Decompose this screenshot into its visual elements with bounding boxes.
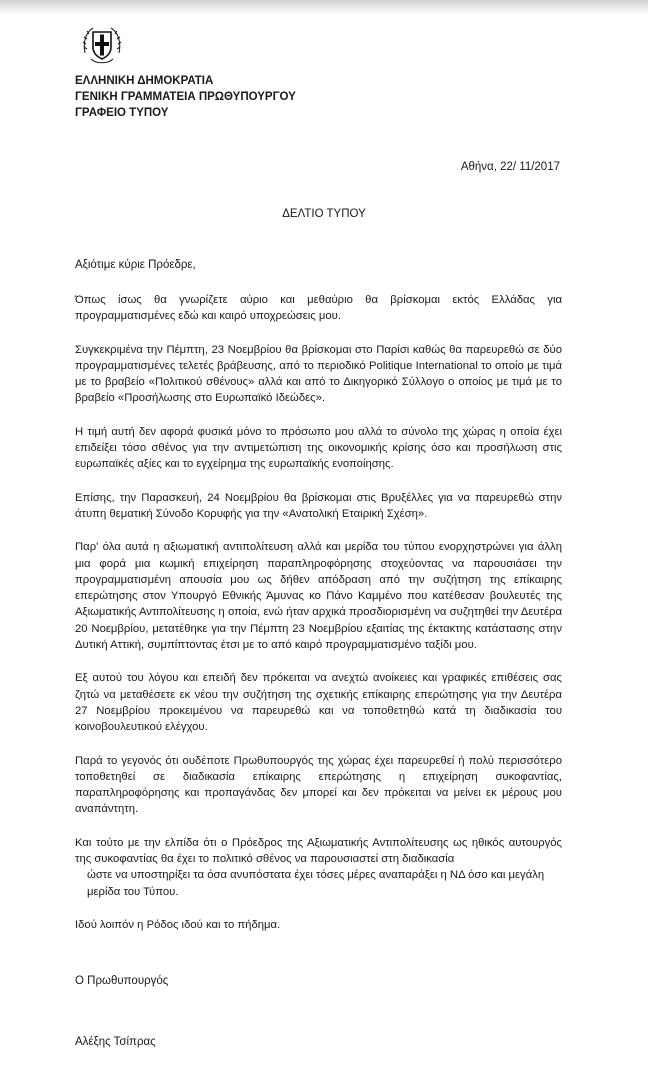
- paragraph: Παρά το γεγονός ότι ουδέποτε Πρωθυπουργός της χώρας έχει παρευρεθεί ή πολύ περισσότερο τοποθετηθεί σε διαδικασία επίκαιρης επερώτησης η επιχείρηση συκοφαντίας, παραπληροφόρησης και προπαγάνδας δεν μπορεί και δεν πρόκειται να μείνει εκ μέρους μου αναπάντητη.: [75, 754, 562, 816]
- closing-title: Ο Πρωθυπουργός: [75, 975, 169, 987]
- document-date: Αθήνα, 22/ 11/2017: [460, 161, 560, 173]
- paragraph: Και τούτο με την ελπίδα ότι ο Πρόεδρος της Αξιωματικής Αντιπολίτευσης ως ηθικός αυτουργός της συκοφαντίας θα έχει το πολιτικό σθένος να παρουσιαστεί στη διαδικασία: [75, 836, 562, 866]
- paragraph: Παρ' όλα αυτά η αξιωματική αντιπολίτευση αλλά και μερίδα του τύπου ενορχηστρώνει για άλλη μια φορά μια κωμική επιχείρηση παραπληροφόρησης στοχεύοντας να παρουσιάσει την προγραμματισμένη απουσία μου ως δήθεν απόδραση από την συζήτηση της επίκαιρης επερώτησης στον Υπουργό Εθνικής Άμυνας κο Πάνο Καμμένο που κατέθεσαν βουλευτές της Αξιωματικής Αντιπολίτευσης η οποία, ενώ ήταν αρχικά προσδιορισμένη να συζητηθεί την Δευτέρα 20 Νοεμβρίου, μετατέθηκε για την Πέμπτη 23 Νοεμβρίου εξαιτίας της έκτακτης κατάστασης στην Δυτική Αττική, συμπίπτοντας έτσι με το από καιρό προγραμματισμένο ταξίδι μου.: [75, 541, 562, 652]
- letterhead-line-secretariat: ΓΕΝΙΚΗ ΓΡΑΜΜΑΤΕΙΑ ΠΡΩΘΥΠΟΥΡΓΟΥ: [75, 91, 296, 103]
- letterhead-line-republic: ΕΛΛΗΝΙΚΗ ΔΗΜΟΚΡΑΤΙΑ: [75, 75, 214, 87]
- top-shadow: [0, 0, 648, 14]
- paragraph: Συγκεκριμένα την Πέμπτη, 23 Νοεμβρίου θα βρίσκομαι στο Παρίσι καθώς θα παρευρεθώ σε δύο προγραμματισμένες τελετές βράβευσης, από το περιοδικό Politique International το οποίο με τιμά με το βραβείο «Πολιτικού σθένους» αλλά και από το Δικηγορικό Σύλλογο ο οποίος με τιμά με το βραβείο «Προσήλωσης στο Ευρωπαϊκό Ιδεώδες».: [75, 343, 562, 405]
- greek-coat-of-arms-icon: [79, 23, 125, 69]
- document-title: ΔΕΛΤΙΟ ΤΥΠΟΥ: [282, 208, 366, 220]
- signature-name: Αλέξης Τσίπρας: [75, 1036, 156, 1048]
- letterhead-line-press-office: ΓΡΑΦΕΙΟ ΤΥΠΟΥ: [75, 107, 169, 119]
- paragraph: Ιδού λοιπόν η Ρόδος ιδού και το πήδημα.: [75, 918, 281, 931]
- paragraph: Επίσης, την Παρασκευή, 24 Νοεμβρίου θα βρίσκομαι στις Βρυξέλλες για να παρευρεθώ στην άτυπη θεματική Σύνοδο Κορυφής για την «Ανατολική Εταιρική Σχέση».: [75, 491, 562, 520]
- paragraph: ώστε να υποστηρίξει τα όσα ανυπόστατα έχει τόσες μέρες αναπαράξει η ΝΔ όσο και μεγάλη μερίδα του Τύπου.: [87, 869, 545, 898]
- letterhead: [75, 73, 296, 121]
- paragraph: Εξ αυτού του λόγου και επειδή δεν πρόκειται να ανεχτώ ανοίκειες και γραφικές επιθέσεις σας ζητώ να μεταθέσετε εκ νέου την συζήτηση της σχετικής επίκαιρης επερώτησης για την Δευτέρα 27 Νοεμβρίου προκειμένου να παρευρεθώ και να τοποθετηθώ κατά τη διαδικασία του κοινοβουλευτικού ελέγχου.: [75, 672, 562, 734]
- paragraph: Η τιμή αυτή δεν αφορά φυσικά μόνο το πρόσωπο μου αλλά το σύνολο της χώρας η οποία έχει επιδείξει τόσο σθένος για την αντιμετώπιση της οικονομικής κρίσης όσο και προσήλωση στις ευρωπαϊκές αξίες και το εγχείρημα της ευρωπαϊκής ενοποίησης.: [75, 425, 562, 471]
- salutation: Αξιότιμε κύριε Πρόεδρε,: [75, 259, 196, 271]
- letter-body: [75, 292, 562, 950]
- paragraph: Όπως ίσως θα γνωρίζετε αύριο και μεθαύριο θα βρίσκομαι εκτός Ελλάδας για προγραμματισμένες εδώ και καιρό υποχρεώσεις μου.: [75, 294, 562, 323]
